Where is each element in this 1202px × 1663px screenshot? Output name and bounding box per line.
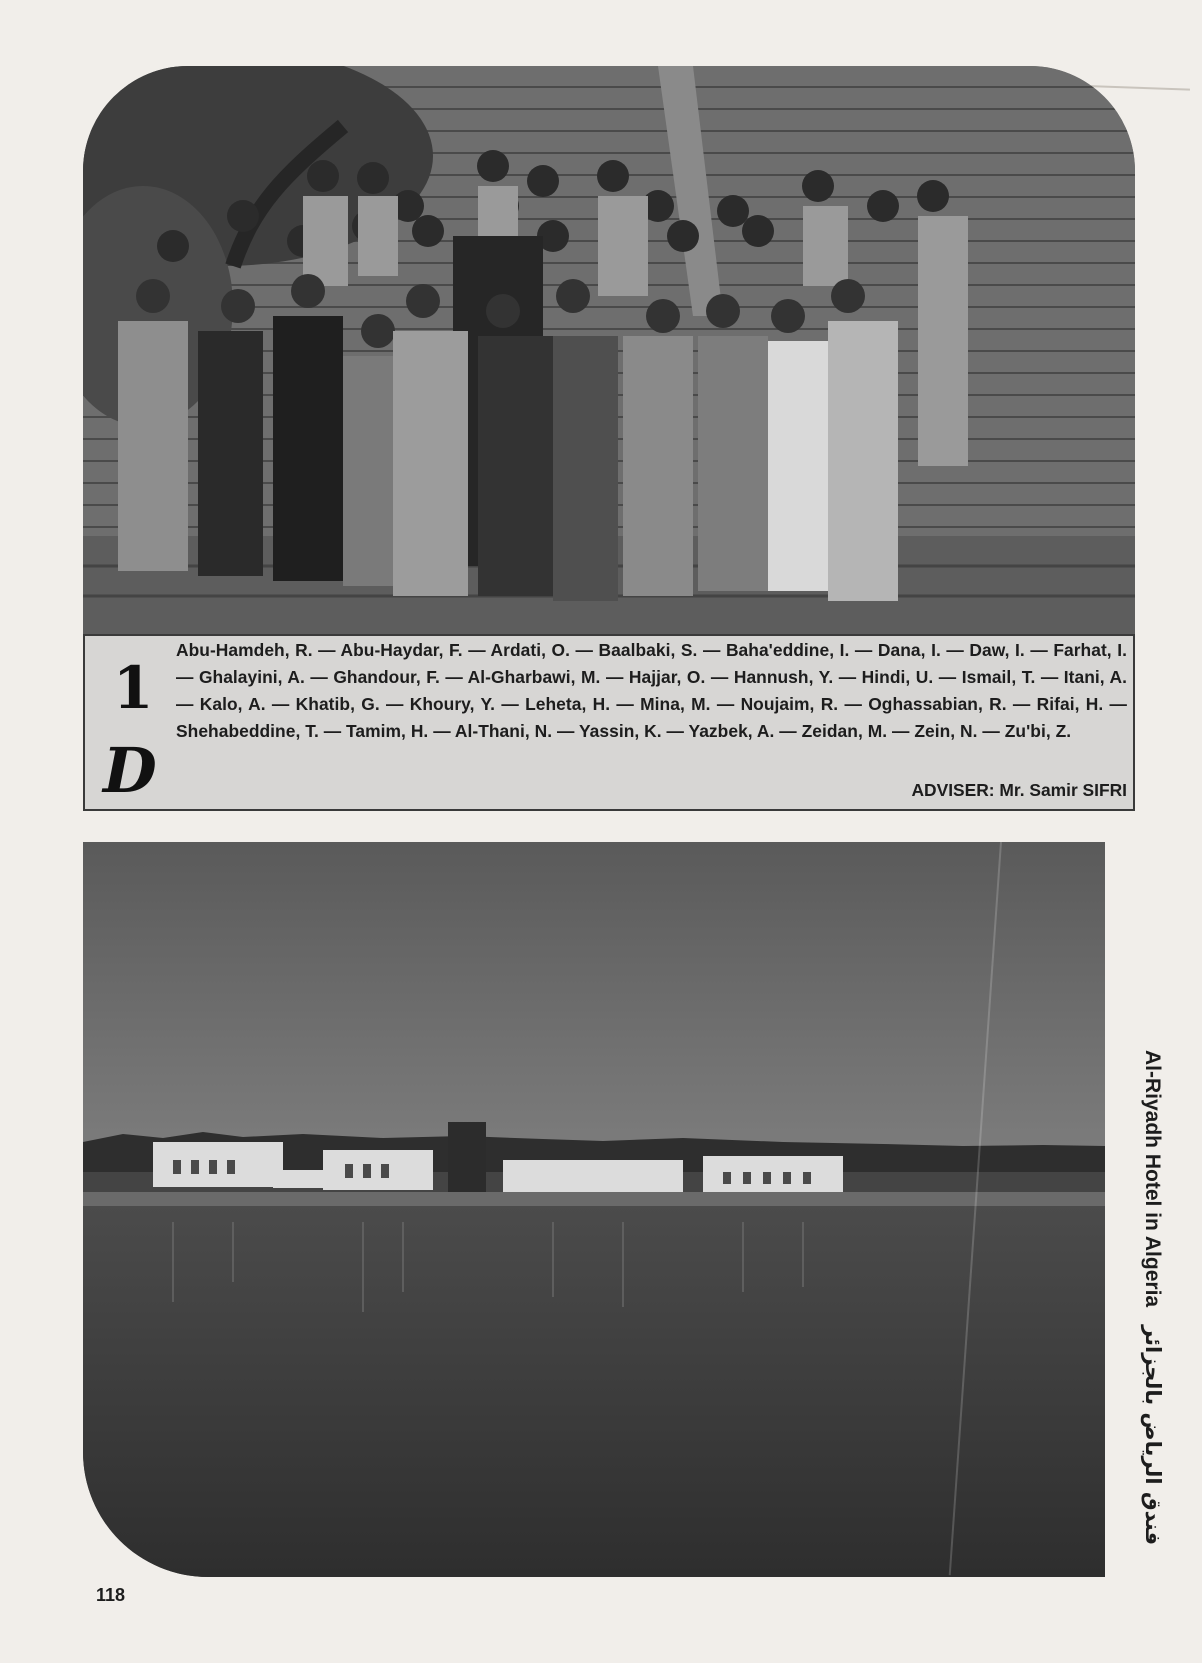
student-names: Abu-Hamdeh, R. — Abu-Haydar, F. — Ardati, O. — Baalbaki, S. — Baha'eddine, I. — Dana, I. — Daw, I. — Farhat, I. — Ghalayini, A. — Ghandour, F. — Al-Gharbawi, M. — Hajjar, O. — Hannush, Y. — Hindi, U. — Ismail, T. — Itani, A. — Kalo, A. — Khatib, G. — Khoury, Y. — Leheta, H. — Mina, M. — Noujaim, R. — Oghassabian, R. — Rifai, H. — Shehabeddine, T. — Tamim, H. — Al-Thani, N. — Yassin, K. — Yazbek, A. — Zeidan, M. — Zein, N. — Zu'bi, Z.: [176, 640, 1127, 741]
hotel-caption-english: Al-Riyadh Hotel in Algeria: [1141, 1050, 1164, 1308]
class-adviser: ADVISER: Mr. Samir SIFRI: [911, 780, 1127, 800]
class-label-number: 1: [113, 654, 154, 722]
class-group-photo: [83, 66, 1135, 634]
hotel-caption-arabic: فندق الرياض بالجزائر: [1141, 1325, 1165, 1546]
hotel-caption: [1140, 1050, 1165, 1545]
class-label-letter: D: [103, 734, 157, 804]
page-number: 118: [96, 1585, 126, 1605]
hotel-photo: [83, 842, 1105, 1577]
class-caption-box: [83, 634, 1135, 811]
class-section-label: [99, 654, 159, 804]
